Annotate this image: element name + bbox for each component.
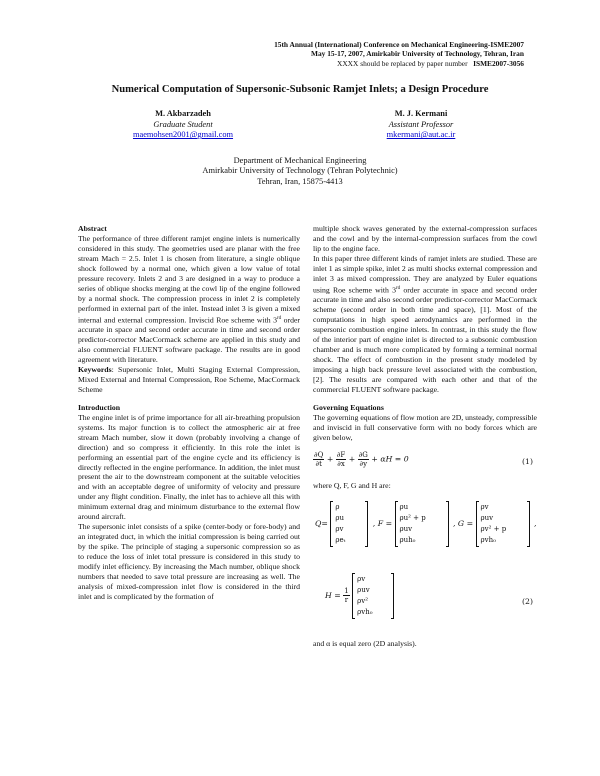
keywords-text: : Supersonic Inlet, Multi Staging External Compression, Mixed External and Internal Compression, Roe Scheme, MacCormack Scheme — [78, 364, 300, 394]
affiliation-city: Tehran, Iran, 15875-4413 — [257, 176, 343, 186]
header-line-2: May 15-17, 2007, Amirkabir University of Technology, Tehran, Iran — [311, 49, 524, 59]
alpha-note: and α is equal zero (2D analysis). — [313, 638, 417, 648]
affiliation — [0, 156, 600, 187]
author-position: Graduate Student — [153, 119, 213, 129]
introduction-heading: Introduction — [78, 402, 121, 412]
introduction-paragraph-2-continued: multiple shock waves generated by the external-compression surfaces and the cowl and by the internal-compression surfaces from the cowl lip to the engine face. — [313, 224, 537, 253]
equation-1-tail: + αH = 0 — [371, 454, 409, 464]
abstract-text: The performance of three different ramjet engine inlets is numerically considered in this study. The geometries used are planar with the free stream Mach = 2.5. Inlet 1 is chosen from literature, a single oblique shock followed by a normal one, which given a low value of total pressure recovery. Inlets 2 and 3 are designed in a way to produce a series of oblique shocks merging at the cowl lip of the engine followed by a normal shock. The compression process in inlet 2 is completely performed in external part of the inlet. Instead inlet 3 is given a mixed internal and external compression. Inviscid Roe scheme with 3rd order accurate in space and second order accurate in time and second order predictor-corrector MacCormack scheme are applied in this study and also commercial FLUENT software package. The results are in good agreement with literature. — [78, 233, 300, 364]
header-line-1: 15th Annual (International) Conference on Mechanical Engineering-ISME2007 — [274, 40, 524, 49]
right-column — [313, 224, 537, 649]
abstract-heading: Abstract — [78, 224, 107, 233]
conference-header — [274, 40, 524, 68]
equation-1: $\frac{\partial Q}{\partial t}$ + $\frac{\partial F}{\partial x}$ + $\frac{\partial G}{\partial y}$ + αH = 0 (1) — [314, 450, 533, 468]
equation-1-number: (1) — [522, 456, 533, 466]
left-column — [78, 224, 300, 602]
matrix-h: ρv ρuv ρv² ρvh₀ — [352, 573, 394, 619]
keywords-label: Keywords — [78, 364, 112, 374]
author-block-2 — [346, 109, 496, 141]
author-email-link[interactable]: maemohsen2001@gmail.com — [132, 130, 234, 140]
header-placeholder-note: XXXX should be replaced by paper number — [337, 58, 468, 68]
author-block-1 — [108, 109, 258, 141]
author-email-link[interactable]: mkermani@aut.ac.ir — [386, 130, 456, 140]
introduction-paragraph-2: The supersonic inlet consists of a spike (center-body or fore-body) and an integrated duct, in which the initial compression is being carried out by the spike. The principle of staging a supersonic compression so as to reduce the loss of inlet total pressure is considered in this study to modify inlet efficiency. By increasing the Mach number, oblique shock numbers that needed to save total pressure are increasing as well. The analysis of mixed-compression inlet flow is considered in the third inlet and is complicated by the formation of — [78, 522, 300, 601]
equation-2: H = $\frac{1}{r}$ ρv ρuv ρv² ρvh₀ (2) — [313, 573, 537, 635]
equation-2-number: (2) — [522, 596, 533, 606]
paper-code: ISME2007-3056 — [473, 58, 524, 68]
author-position: Assistant Professor — [388, 119, 454, 129]
keywords — [78, 365, 300, 395]
author-name: M. J. Kermani — [394, 109, 448, 118]
matrix-g: ρv ρuv ρv² + p ρvh₀ — [476, 501, 530, 547]
where-text: where Q, F, G and H are: — [313, 480, 391, 490]
matrix-q: ρ ρu ρv ρeₜ — [330, 501, 368, 547]
introduction-paragraph-1: The engine inlet is of prime importance for all air-breathing propulsion systems. Its major function is to collect the atmospheric air at free stream Mach number, slow it down (probably involving a change of direction) and so compress it efficiently. In this role the inlet is performing an essential part of the engine cycle and its efficiency is directly reflected in the engine performance. In addition, the inlet must present the air to the downstream component at the suitable velocities and with an acceptable degree of uniformity of velocity and pressure under any flight condition. Finally, the inlet has to achieve all this with minimum external drag and minimum disturbance to the external flow around aircraft. — [78, 412, 300, 522]
matrix-f: ρu ρu² + p ρuv ρuh₀ — [395, 501, 449, 547]
equation-vectors: Q= ρ ρu ρv ρeₜ , F = ρu ρu² + p ρuv ρuh₀ , G = ρv ρuv ρv² + p ρvh₀ , — [313, 501, 537, 565]
introduction-paragraph-3: In this paper three different kinds of ramjet inlets are studied. These are inlet 1 as simple spike, inlet 2 as multi shocks external compression and inlet 3 as mixed compression. They are analyzed by Euler equations using Roe scheme with 3rd order accurate in space and second order accurate in time and also second order predictor-corrector MacCormack scheme (second order in both time and space), [1]. Most of the computations in high speed aerodynamics are performed in the supersonic combustion engine inlets. In contrast, in this study the flow of the interior part of engine inlet is directed to a subsonic combustion chamber and is much more complicated by forming a terminal normal shock. The effect of combustion in the present study modeled by imposing a high back pressure level associated with the combustion, [2]. The results are compared with each other and that of the commercial FLUENT software package. — [313, 253, 537, 394]
governing-equations-heading: Governing Equations — [313, 402, 384, 412]
affiliation-university: Amirkabir University of Technology (Tehran Polytechnic) — [202, 166, 398, 176]
author-name: M. Akbarzadeh — [155, 109, 211, 118]
affiliation-dept: Department of Mechanical Engineering — [233, 156, 367, 165]
paper-title: Numerical Computation of Supersonic-Subsonic Ramjet Inlets; a Design Procedure — [111, 84, 489, 95]
governing-equations-text: The governing equations of flow motion are 2D, unsteady, compressible and inviscid in full conservative form with no body forces which are given below, — [313, 412, 537, 442]
header-line-3 — [274, 59, 524, 68]
